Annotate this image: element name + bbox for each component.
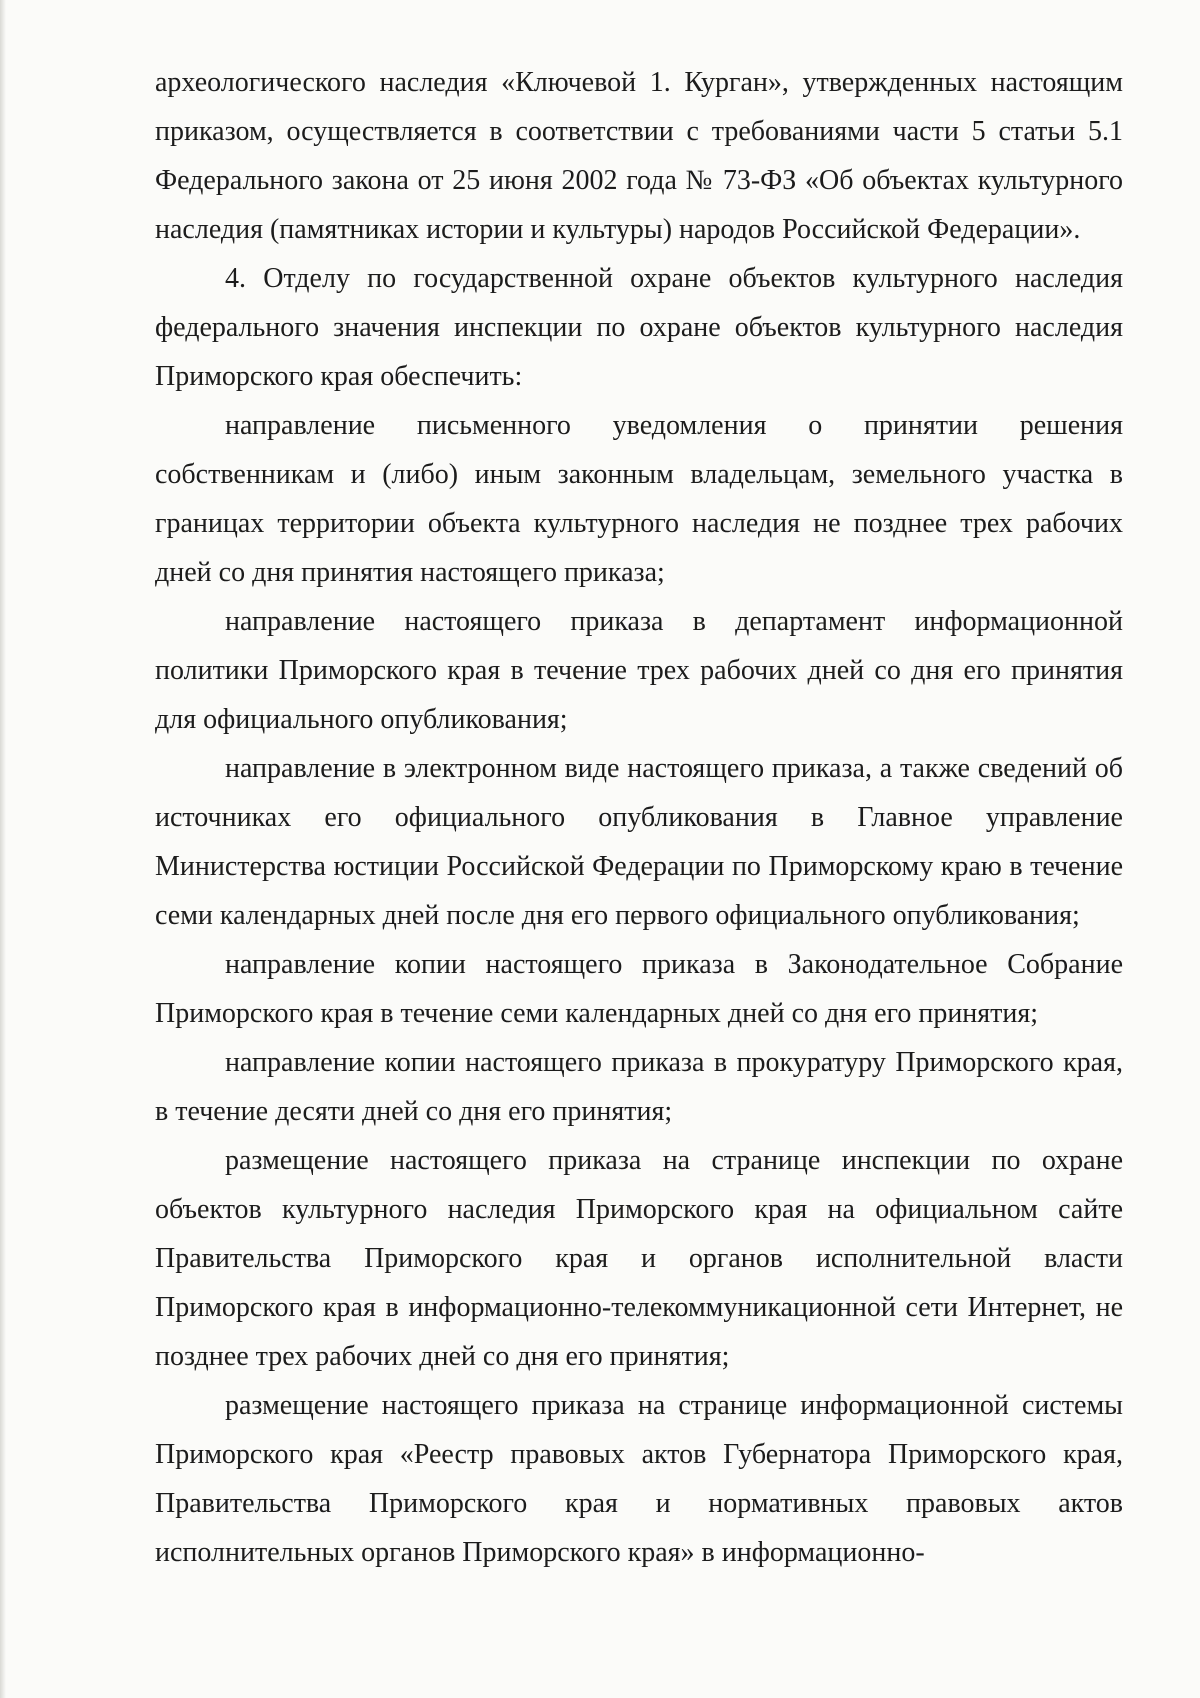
paragraph-continuation: археологического наследия «Ключевой 1. Курган», утвержденных настоящим приказом, осуществляется в соответствии с требованиями части 5 статьи 5.1 Федерального закона от 25 июня 2002 года № 73-ФЗ «Об объектах культурного наследия (памятниках истории и культуры) народов Российской Федерации».	[155, 67, 1123, 245]
paragraph-written-notice: направление письменного уведомления о принятии решения собственникам и (либо) иным законным владельцам, земельного участка в границах территории объекта культурного наследия не позднее трех рабочих дней со дня принятия настоящего приказа;	[155, 410, 1123, 588]
document-body	[155, 58, 1123, 1577]
paragraph-item-4: 4. Отделу по государственной охране объектов культурного наследия федерального значения инспекции по охране объектов культурного наследия Приморского края обеспечить:	[155, 263, 1123, 392]
paragraph-website-placement: размещение настоящего приказа на странице инспекции по охране объектов культурного наследия Приморского края на официальном сайте Правительства Приморского края и органов исполнительной власти Приморского края в информационно-телекоммуникационной сети Интернет, не позднее трех рабочих дней со дня его принятия;	[155, 1145, 1123, 1372]
paragraph-prosecutor: направление копии настоящего приказа в прокуратуру Приморского края, в течение десяти дней со дня его принятия;	[155, 1047, 1123, 1127]
paragraph-information-policy: направление настоящего приказа в департамент информационной политики Приморского края в течение трех рабочих дней со дня его принятия для официального опубликования;	[155, 606, 1123, 735]
paragraph-ministry-of-justice: направление в электронном виде настоящего приказа, а также сведений об источниках его официального опубликования в Главное управление Министерства юстиции Российской Федерации по Приморскому краю в течение семи календарных дней после дня его первого официального опубликования;	[155, 753, 1123, 931]
paragraph-legislative-assembly: направление копии настоящего приказа в Законодательное Собрание Приморского края в течение семи календарных дней со дня его принятия;	[155, 949, 1123, 1029]
paragraph-registry-placement: размещение настоящего приказа на странице информационной системы Приморского края «Реестр правовых актов Губернатора Приморского края, Правительства Приморского края и нормативных правовых актов исполнительных органов Приморского края» в информационно-	[155, 1390, 1123, 1568]
scan-edge	[0, 0, 6, 1698]
